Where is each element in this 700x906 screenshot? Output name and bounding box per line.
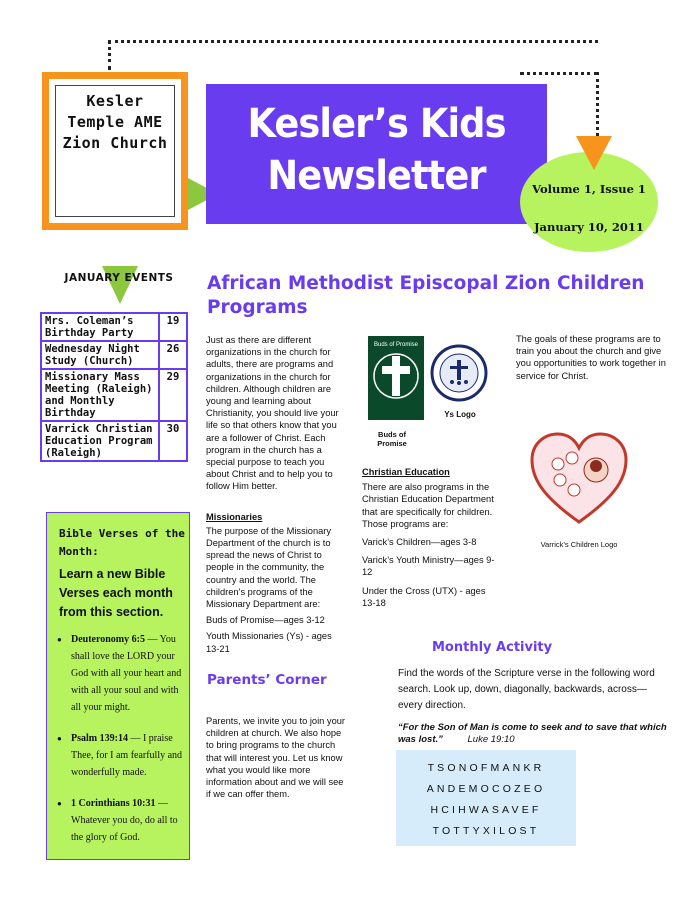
church-name-box (42, 72, 188, 230)
word-search-row: ANDEMOCOZEO (426, 783, 546, 795)
bible-verses-box (46, 512, 190, 860)
church-name-line: Kesler (86, 92, 144, 110)
verse-text: — I praise Thee, for I am fearfully and wonderfully made. (71, 733, 183, 778)
verse-text: — Whatever you do, do all to the glory of God. (71, 798, 178, 843)
table-row (41, 313, 187, 341)
verse-text: — You shall love the LORD your God with all your heart and with all your soul and with all your might. (71, 634, 182, 713)
ys-logo-caption: Ys Logo (444, 410, 476, 419)
monthly-activity-heading: Monthly Activity (432, 640, 553, 655)
program-goals: The goals of these programs are to train you about the church and give you opportunities to work together in service for Christ. (516, 334, 666, 381)
word-search-row: TSONOFMANKR (427, 762, 545, 774)
event-name: Mrs. Coleman’s Birthday Party (41, 313, 159, 341)
list-item (71, 631, 189, 716)
article-column-2 (362, 466, 500, 615)
orange-triangle-decoration (576, 136, 612, 170)
newsletter-title (220, 98, 534, 202)
list-item (71, 730, 189, 781)
buds-of-promise-caption: Buds of Promise (377, 430, 407, 448)
parents-corner-text: Parents, we invite you to join your children at church. We also hope to bring programs to the church that will interest you. Let us know what you would like more information about and we will see if we can offer them. (206, 716, 346, 800)
verse-ref: 1 Corinthians 10:31 (71, 798, 156, 809)
event-day: 30 (159, 421, 187, 461)
scripture-quote-text: “For the Son of Man is come to seek and to save that which was lost.” (398, 722, 667, 745)
article-intro: Just as there are different organizations in the church for adults, there are programs and organizations in the church for children. Although children are young and learning about Christianity, you should live your life so that others know that you are a follower of Christ. Each program in the church has a special purpose to teach you about Christ and to help you to follow Him better. (206, 335, 339, 492)
newsletter-title-line: Kesler’s Kids (247, 101, 506, 147)
scripture-quote-reference: Luke 19:10 (467, 734, 515, 745)
christian-education-program: Varick’s Youth Ministry—ages 9-12 (362, 555, 495, 578)
scripture-quote (398, 722, 668, 746)
verse-ref: Psalm 139:14 (71, 733, 128, 744)
christian-education-text: There are also programs in the Christian Education Department that are specifically for children. Those programs are: (362, 482, 494, 529)
events-heading: JANUARY EVENTS (64, 272, 174, 284)
church-name (49, 91, 181, 154)
monthly-activity-instructions: Find the words of the Scripture verse in the following word search. Look up, down, diagonally, backwards, across— every direction. (398, 668, 655, 711)
event-day: 26 (159, 341, 187, 369)
volume-issue: Volume 1, Issue 1 (532, 182, 646, 196)
word-search-grid (396, 750, 576, 846)
newsletter-title-block (206, 84, 547, 224)
church-name-line: Zion Church (62, 134, 168, 152)
missionaries-heading: Missionaries (206, 511, 263, 522)
event-day: 29 (159, 369, 187, 421)
verse-ref: Deuteronomy 6:5 (71, 634, 145, 645)
varricks-children-caption: Varrick’s Children Logo (540, 540, 618, 549)
parents-corner-heading: Parents’ Corner (207, 672, 327, 688)
newsletter-title-line: Newsletter (267, 153, 486, 199)
event-day: 19 (159, 313, 187, 341)
dotted-line-right (596, 72, 599, 142)
buds-of-promise-logo (366, 334, 426, 422)
buds-logo-text: Buds of Promise (373, 342, 419, 348)
events-table (40, 312, 188, 462)
bible-verses-title: Bible Verses of the Month: (59, 527, 185, 558)
word-search-row: TOTTYXILOST (432, 825, 540, 837)
article-column-1 (206, 334, 346, 667)
event-name: Missionary Mass Meeting (Raleigh) and Monthly Birthday (41, 369, 159, 421)
christian-education-program: Under the Cross (UTX) - ages 13-18 (362, 585, 486, 608)
dotted-line-top (108, 40, 598, 43)
event-name: Wednesday Night Study (Church) (41, 341, 159, 369)
christian-education-program: Varick’s Children—ages 3-8 (362, 537, 477, 548)
issue-date: January 10, 2011 (534, 220, 644, 234)
varricks-children-logo (528, 430, 630, 526)
bible-verses-subtitle: Learn a new Bible Verses each month from this section. (59, 567, 173, 619)
table-row (41, 341, 187, 369)
list-item (71, 795, 189, 846)
missionaries-program: Youth Missionaries (Ys) - ages 13-21 (206, 631, 332, 654)
missionaries-text: The purpose of the Missionary Department of the church is to spread the news of Christ to people in the community, the country and the world. The children’s programs of the Missionary Department are: (206, 525, 332, 610)
bible-verses-list (55, 631, 189, 860)
word-search-row: HCIHWASAVEF (430, 804, 542, 816)
article-heading: African Methodist Episcopal Zion Children Programs (207, 273, 645, 318)
christian-education-heading: Christian Education (362, 467, 450, 477)
event-name: Varrick Christian Education Program (Raleigh) (41, 421, 159, 461)
table-row (41, 369, 187, 421)
table-row (41, 421, 187, 461)
church-name-line: Temple AME (67, 113, 163, 131)
dotted-line-right-top (520, 72, 598, 75)
missionaries-program: Buds of Promise—ages 3-12 (206, 615, 325, 626)
dotted-line-left (108, 40, 111, 70)
ys-logo (430, 344, 488, 402)
